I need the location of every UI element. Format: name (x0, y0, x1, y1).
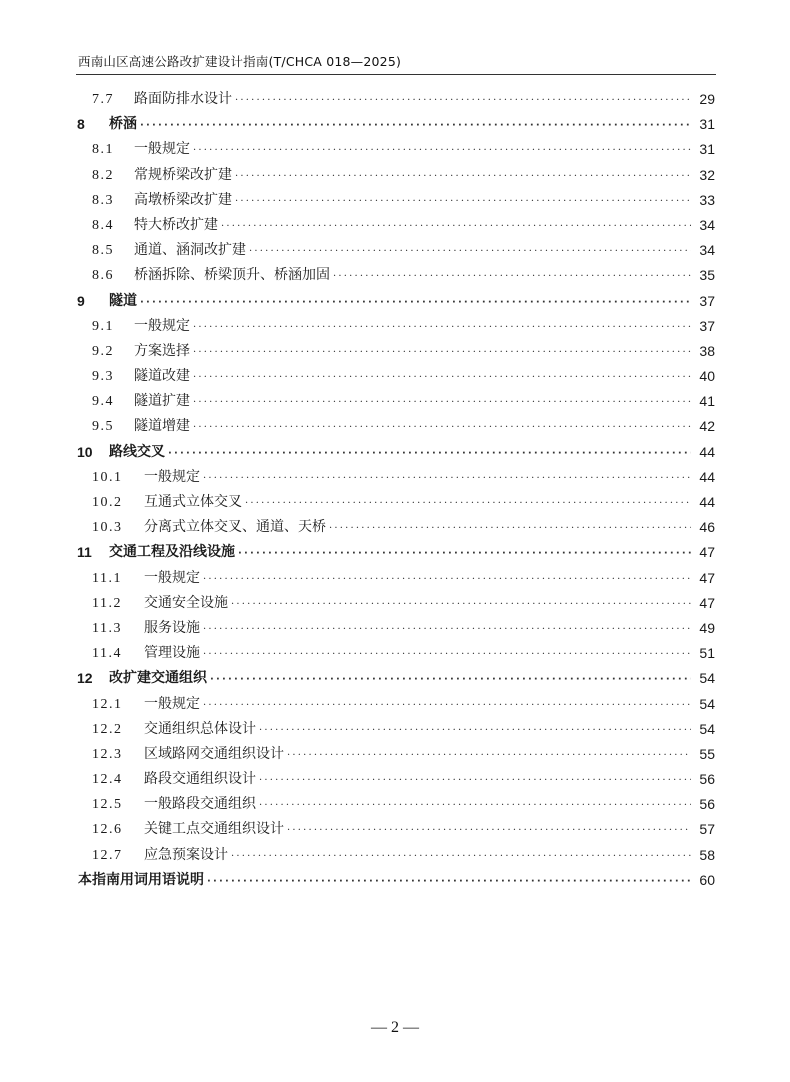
toc-entry-page: 46 (699, 519, 715, 536)
toc-entry-title: 改扩建交通组织 (109, 670, 207, 687)
toc-entry-page: 29 (699, 91, 715, 107)
toc-section-entry[interactable] (0, 817, 790, 842)
toc-entry-title: 一般路段交通组织 (144, 796, 256, 813)
toc-entry-page: 40 (699, 368, 715, 385)
toc-entry-title: 服务设施 (144, 619, 200, 636)
toc-entry-title: 一般规定 (134, 317, 190, 334)
toc-dot-leader (287, 817, 691, 842)
toc-entry-page: 51 (699, 645, 715, 662)
toc-dot-leader (231, 591, 691, 616)
toc-entry-number: 12.7 (92, 847, 123, 863)
toc-chapter-entry[interactable] (0, 540, 790, 565)
toc-entry-page: 54 (699, 720, 715, 737)
toc-entry-title: 一般规定 (144, 468, 200, 485)
toc-entry-page: 37 (699, 292, 715, 309)
toc-entry-page: 41 (699, 393, 715, 410)
toc-entry-title: 桥涵拆除、桥梁顶升、桥涵加固 (134, 267, 330, 284)
table-of-contents (0, 87, 790, 893)
toc-entry-title: 管理设施 (144, 645, 200, 662)
toc-entry-title: 分离式立体交叉、通道、天桥 (144, 519, 326, 536)
toc-entry-number: 9.1 (92, 318, 114, 334)
toc-dot-leader (193, 314, 691, 339)
toc-entry-number: 8.5 (92, 243, 114, 259)
toc-entry-number: 11.3 (92, 620, 122, 636)
toc-entry-title: 区域路网交通组织设计 (144, 745, 284, 762)
toc-dot-leader (193, 414, 691, 439)
page-number: — 2 — (371, 1019, 419, 1036)
toc-entry-number: 11 (77, 544, 92, 561)
toc-entry-number: 9.3 (92, 369, 114, 385)
toc-dot-leader (203, 641, 691, 666)
toc-section-entry[interactable] (0, 263, 790, 288)
toc-entry-number: 12.1 (92, 696, 123, 712)
toc-entry-number: 9 (77, 292, 85, 309)
toc-entry-page: 44 (699, 494, 715, 510)
toc-entry-number: 8.1 (92, 142, 114, 158)
toc-entry-number: 8.2 (92, 167, 114, 183)
toc-entry-page: 58 (699, 846, 715, 863)
toc-entry-number: 8.3 (92, 192, 114, 208)
toc-entry-page: 33 (699, 191, 715, 208)
toc-section-entry[interactable] (0, 314, 790, 339)
toc-entry-title: 本指南用词用语说明 (78, 871, 204, 888)
toc-entry-page: 47 (699, 569, 715, 586)
toc-dot-leader (238, 540, 691, 565)
toc-dot-leader (207, 868, 691, 893)
toc-entry-page: 38 (699, 342, 715, 359)
toc-entry-number: 11.1 (92, 570, 122, 586)
toc-section-entry[interactable] (0, 767, 790, 792)
toc-entry-page: 60 (699, 871, 715, 888)
toc-dot-leader (203, 616, 691, 641)
toc-entry-page: 56 (699, 771, 715, 788)
toc-dot-leader (193, 137, 691, 162)
toc-dot-leader (203, 465, 691, 490)
toc-dot-leader (193, 364, 691, 389)
toc-section-entry[interactable] (0, 742, 790, 767)
header-rule (76, 74, 716, 75)
toc-entry-page: 34 (699, 242, 715, 259)
toc-dot-leader (249, 238, 691, 263)
toc-entry-title: 路线交叉 (109, 443, 165, 460)
toc-entry-page: 54 (699, 670, 715, 687)
toc-entry-page: 42 (699, 418, 715, 435)
toc-section-entry[interactable] (0, 792, 790, 817)
toc-entry-number: 12.5 (92, 797, 123, 813)
toc-entry-title: 应急预案设计 (144, 846, 228, 863)
toc-entry-page: 49 (699, 619, 715, 636)
toc-entry-page: 54 (699, 695, 715, 712)
running-header: 西南山区高速公路改扩建设计指南(T/CHCA 018—2025) (78, 54, 402, 69)
toc-entry-title: 关键工点交通组织设计 (144, 821, 284, 838)
toc-section-entry[interactable] (0, 591, 790, 616)
toc-section-entry[interactable] (0, 515, 790, 540)
toc-entry-title: 路面防排水设计 (134, 91, 232, 107)
toc-entry-title: 一般规定 (134, 141, 190, 158)
toc-dot-leader (203, 566, 691, 591)
toc-dot-leader (287, 742, 691, 767)
toc-entry-title: 特大桥改扩建 (134, 216, 218, 233)
toc-section-entry[interactable] (0, 616, 790, 641)
toc-entry-number: 8.6 (92, 268, 114, 284)
toc-section-entry[interactable] (0, 692, 790, 717)
toc-entry-title: 隧道改建 (134, 368, 190, 385)
toc-dot-leader (235, 163, 691, 188)
toc-entry-title: 隧道扩建 (134, 393, 190, 410)
toc-entry-number: 12.2 (92, 721, 123, 737)
toc-entry-number: 9.4 (92, 394, 114, 410)
toc-entry-number: 12.4 (92, 772, 123, 788)
toc-entry-page: 34 (699, 216, 715, 233)
toc-dot-leader (221, 213, 691, 238)
toc-dot-leader (333, 263, 691, 288)
toc-section-entry[interactable] (0, 213, 790, 238)
toc-dot-leader (140, 289, 691, 314)
toc-entry-title: 互通式立体交叉 (144, 494, 242, 510)
toc-entry-page: 47 (699, 594, 715, 611)
toc-section-entry[interactable] (0, 137, 790, 162)
toc-entry-title: 隧道增建 (134, 418, 190, 435)
toc-entry-page: 31 (699, 116, 715, 133)
toc-section-entry[interactable] (0, 414, 790, 439)
toc-entry-page: 37 (699, 317, 715, 334)
toc-entry-page: 31 (699, 141, 715, 158)
toc-entry-title: 高墩桥梁改扩建 (134, 191, 232, 208)
toc-entry-title: 一般规定 (144, 569, 200, 586)
toc-entry-page: 57 (699, 821, 715, 838)
toc-entry-page: 44 (699, 443, 715, 460)
toc-entry-title: 一般规定 (144, 695, 200, 712)
toc-entry-title: 方案选择 (134, 342, 190, 359)
toc-section-entry[interactable] (0, 566, 790, 591)
toc-dot-leader (193, 389, 691, 414)
toc-section-entry[interactable] (0, 389, 790, 414)
toc-entry-number: 7.7 (92, 92, 114, 107)
toc-entry-number: 11.2 (92, 595, 122, 611)
toc-entry-title: 通道、涵洞改扩建 (134, 242, 246, 259)
toc-entry-number: 9.2 (92, 343, 114, 359)
toc-section-entry[interactable] (0, 339, 790, 364)
toc-entry-number: 10.1 (92, 469, 123, 485)
toc-dot-leader (140, 112, 691, 137)
toc-entry-title: 常规桥梁改扩建 (134, 166, 232, 183)
toc-dot-leader (231, 843, 691, 868)
toc-entry-number: 11.4 (92, 646, 122, 662)
toc-section-entry[interactable] (0, 641, 790, 666)
toc-section-entry[interactable] (0, 717, 790, 742)
toc-entry-number: 10.2 (92, 495, 123, 510)
toc-dot-leader (329, 515, 691, 540)
toc-chapter-entry[interactable] (0, 666, 790, 691)
toc-entry-number: 8.4 (92, 217, 114, 233)
toc-dot-leader (259, 792, 691, 817)
toc-entry-page: 35 (699, 267, 715, 284)
toc-entry-number: 10 (77, 443, 93, 460)
toc-entry-number: 10.3 (92, 520, 123, 536)
toc-entry-title: 交通安全设施 (144, 594, 228, 611)
toc-section-entry[interactable] (0, 490, 790, 515)
toc-entry-number: 8 (77, 116, 85, 133)
toc-dot-leader (235, 188, 691, 213)
toc-chapter-entry[interactable] (0, 289, 790, 314)
toc-chapter-entry[interactable] (0, 440, 790, 465)
toc-dot-leader (259, 717, 691, 742)
toc-entry-page: 47 (699, 544, 715, 561)
toc-entry-page: 56 (699, 796, 715, 813)
toc-entry-page: 55 (699, 745, 715, 762)
toc-dot-leader (203, 692, 691, 717)
toc-chapter-entry[interactable] (0, 112, 790, 137)
toc-entry-title: 路段交通组织设计 (144, 771, 256, 788)
toc-dot-leader (259, 767, 691, 792)
toc-entry-number: 12 (77, 670, 93, 687)
toc-entry-number: 9.5 (92, 419, 114, 435)
toc-dot-leader (168, 440, 691, 465)
toc-entry-title: 交通组织总体设计 (144, 720, 256, 737)
toc-dot-leader (245, 490, 691, 515)
toc-section-entry[interactable] (0, 188, 790, 213)
toc-appendix-entry[interactable] (0, 868, 790, 893)
toc-entry-page: 44 (699, 468, 715, 485)
toc-dot-leader (193, 339, 691, 364)
toc-entry-page: 32 (699, 166, 715, 183)
toc-section-entry[interactable] (0, 843, 790, 868)
toc-section-entry[interactable] (0, 87, 790, 112)
toc-section-entry[interactable] (0, 238, 790, 263)
toc-entry-title: 交通工程及沿线设施 (109, 544, 235, 561)
toc-dot-leader (235, 87, 691, 112)
toc-section-entry[interactable] (0, 465, 790, 490)
toc-entry-number: 12.3 (92, 746, 123, 762)
toc-entry-title: 桥涵 (109, 116, 137, 133)
toc-dot-leader (210, 666, 691, 691)
toc-entry-title: 隧道 (109, 292, 137, 309)
toc-section-entry[interactable] (0, 163, 790, 188)
toc-entry-number: 12.6 (92, 822, 123, 838)
toc-section-entry[interactable] (0, 364, 790, 389)
